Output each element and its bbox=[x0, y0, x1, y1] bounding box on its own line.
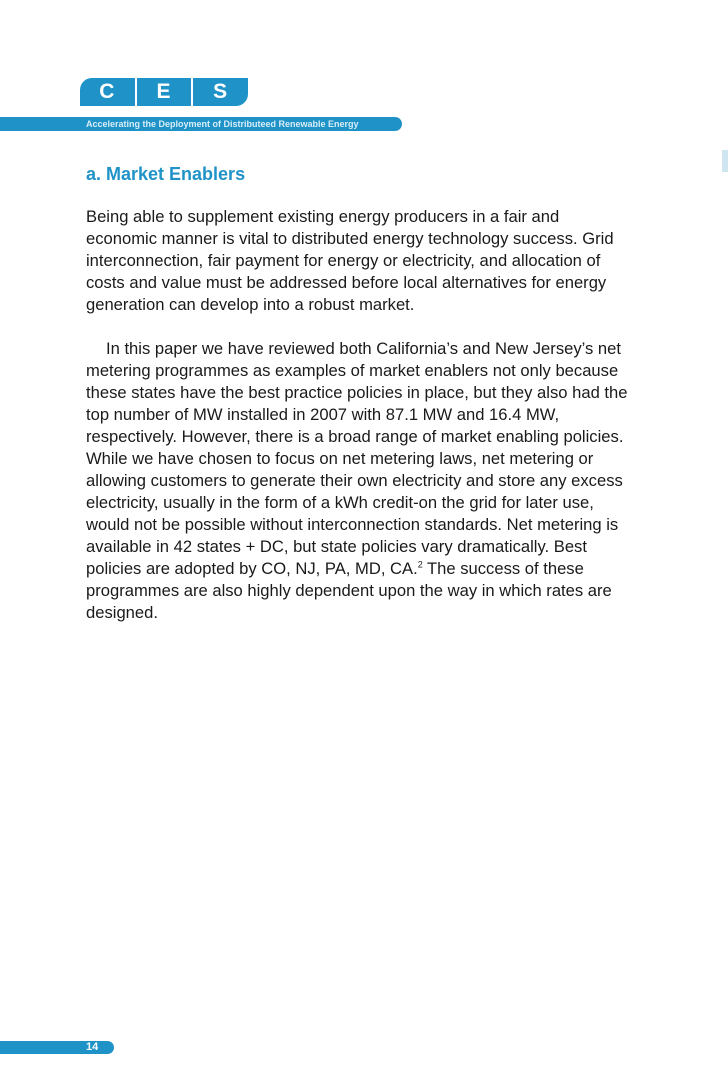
tagline-bar bbox=[0, 117, 402, 131]
ces-logo bbox=[80, 78, 248, 106]
tagline: Accelerating the Deployment of Distributeed Renewable Energy bbox=[86, 119, 359, 129]
section-heading: a. Market Enablers bbox=[86, 164, 246, 184]
paragraph-1: Being able to supplement existing energy producers in a fair and economic manner is vital to distributed energy technology success. Grid interconnection, fair payment for energy or electricity, and allocation of costs and value must be addressed before local alternatives for energy generation can develop into a robust market. bbox=[86, 207, 614, 314]
logo-letter-e: E bbox=[135, 78, 192, 106]
footnote-ref: 2 bbox=[417, 559, 423, 570]
logo-letter-c: C bbox=[99, 80, 116, 103]
paragraph-2-text: In this paper we have reviewed both California’s and New Jersey’s net metering programmes as examples of market enablers not only because these states have the best practice policies in place, but they also had the top number of MW installed in 2007 with 87.1 MW and 16.4 MW, respectively. However, there is a broad range of market enabling policies. While we have chosen to focus on net metering laws, net metering or allowing customers to generate their own electricity and store any excess electricity, usually in the form of a kWh credit-on the grid for later use, would not be possible without interconnection standards. Net metering is available in 42 states + DC, but state policies vary dramatically. Best policies are adopted by CO, NJ, PA, MD, CA. bbox=[86, 339, 628, 578]
page-number: 14 bbox=[86, 1041, 99, 1053]
paragraph-2-end: The success of these programmes are also highly dependent upon the way in which rates are designed. bbox=[86, 559, 612, 622]
margin-tab bbox=[722, 150, 728, 172]
section-body bbox=[86, 206, 631, 624]
paragraph-2 bbox=[86, 338, 631, 624]
logo-letter-s: S bbox=[191, 78, 248, 106]
page-number-tab bbox=[0, 1041, 114, 1054]
